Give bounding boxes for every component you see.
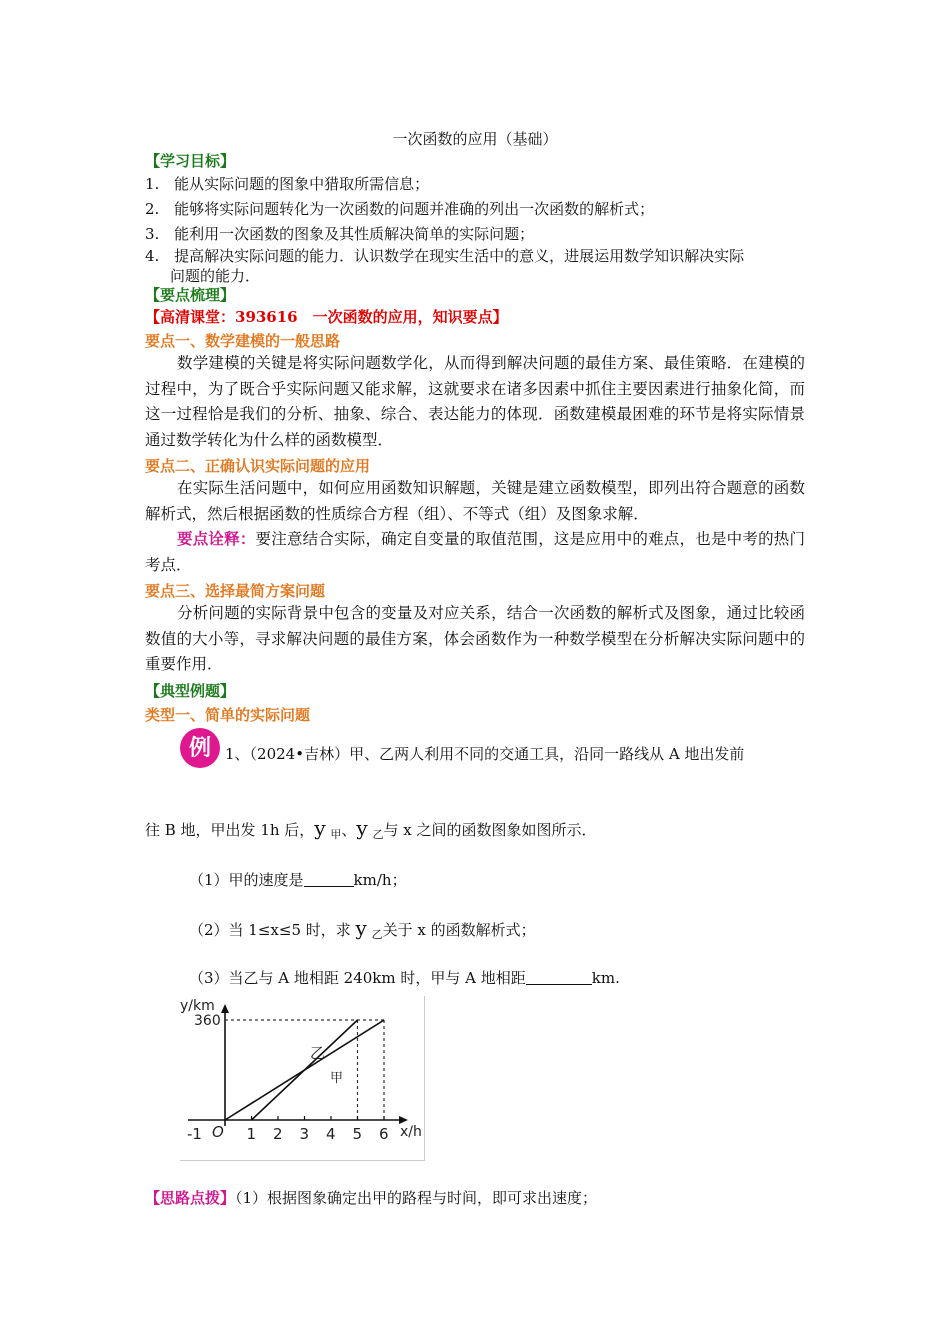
y-symbol: y bbox=[355, 916, 367, 940]
goal-text: 能利用一次函数的图象及其性质解决简单的实际问题； bbox=[174, 225, 535, 243]
note-body: 要注意结合实际，确定自变量的取值范围，这是应用中的难点，也是中考的热门考点． bbox=[145, 530, 805, 574]
note-label: 要点诠释： bbox=[177, 529, 256, 548]
example-line-2: 往 B 地，甲出发 1h 后，y $_甲$、y $_乙$与 x 之间的函数图象如图所示． bbox=[145, 816, 597, 841]
x-tick-label: 5 bbox=[352, 1125, 363, 1143]
point-1-title: 要点一、数学建模的一般思路 bbox=[145, 332, 341, 350]
x-tick-label: 6 bbox=[379, 1125, 389, 1143]
goal-number: 2. bbox=[145, 200, 160, 218]
answer-blank[interactable] bbox=[526, 970, 592, 985]
learning-goals-heading: 【学习目标】 bbox=[145, 152, 236, 170]
goal-number: 3. bbox=[145, 225, 160, 243]
x-tick-label: -1 bbox=[187, 1125, 202, 1143]
x-tick-label: 4 bbox=[326, 1125, 336, 1143]
example-line-1: 1、（2024•吉林）甲、乙两人利用不同的交通工具，沿同一路线从 A 地出发前 bbox=[225, 745, 745, 763]
goal-4-continued: 问题的能力． bbox=[170, 267, 261, 285]
y-axis-label: y/km bbox=[180, 998, 215, 1014]
series-label-yi: 乙 bbox=[310, 1044, 326, 1062]
point-1-body: 数学建模的关键是将实际问题数学化，从而得到解决问题的最佳方案、最佳策略．在建模的过程中，为了既合乎实际问题又能求解，这就要求在诸多因素中抓住主要因素进行抽象化简，而这一过程恰是我们的分析、抽象、综合、表达能力的体现．函数建模最困难的环节是将实际情景通过数学转化为什么样的函数模型． bbox=[145, 354, 805, 449]
x-tick-label: 3 bbox=[299, 1125, 310, 1143]
goal-text: 提高解决实际问题的能力．认识数学在现实生活中的意义，进展运用数学知识解决实际 bbox=[174, 247, 745, 265]
series-label-jia: 甲 bbox=[330, 1071, 344, 1086]
goal-text: 能从实际问题的图象中猎取所需信息； bbox=[174, 175, 430, 193]
examples-heading: 【典型例题】 bbox=[145, 682, 236, 700]
example-badge-icon: 例 bbox=[180, 728, 220, 768]
goal-1 bbox=[145, 172, 429, 197]
point-2-body: 在实际生活问题中，如何应用函数知识解题，关键是建立函数模型，即列出符合题意的函数解析式，然后根据函数的性质综合方程（组）、不等式（组）及图象求解． bbox=[145, 479, 805, 523]
x-axis-label: x/h bbox=[400, 1124, 422, 1140]
note-paragraph bbox=[145, 526, 805, 578]
hd-class-label: 【高清课堂：393616 一次函数的应用，知识要点】 bbox=[145, 308, 508, 326]
key-points-heading: 【要点梳理】 bbox=[145, 286, 236, 304]
subscript-yi: 乙 bbox=[371, 928, 383, 941]
point-3-title: 要点三、选择最简方案问题 bbox=[145, 582, 326, 600]
x-tick-label: 1 bbox=[246, 1125, 257, 1143]
series-line-yi bbox=[252, 1020, 358, 1120]
y-symbol: y bbox=[356, 816, 368, 840]
question-1: （1）甲的速度是 km/h； bbox=[189, 871, 407, 889]
x-axis-arrow bbox=[399, 1116, 408, 1124]
subscript-jia: 甲 bbox=[330, 828, 342, 841]
goal-number: 1. bbox=[145, 175, 160, 193]
type-1-title: 类型一、简单的实际问题 bbox=[145, 706, 311, 724]
y-symbol: y bbox=[314, 816, 326, 840]
y-tick-label: 360 bbox=[194, 1013, 221, 1029]
function-graph-svg bbox=[180, 996, 424, 1160]
answer-blank[interactable] bbox=[304, 872, 354, 887]
goal-number: 4. bbox=[145, 247, 160, 265]
x-tick-label: 2 bbox=[273, 1125, 283, 1143]
document-title: 一次函数的应用（基础） bbox=[392, 130, 558, 148]
hint-line bbox=[145, 1186, 597, 1211]
point-2-title: 要点二、正确认识实际问题的应用 bbox=[145, 457, 371, 475]
subscript-yi: 乙 bbox=[372, 828, 384, 841]
hint-text: （1）根据图象确定出甲的路程与时间，即可求出速度； bbox=[235, 1189, 598, 1207]
y-axis-arrow bbox=[221, 1004, 229, 1013]
point-3-body: 分析问题的实际背景中包含的变量及对应关系，结合一次函数的解析式及图象，通过比较函数值的大小等，寻求解决问题的最佳方案，体会函数作为一种数学模型在分析解决实际问题中的重要作用． bbox=[145, 604, 805, 673]
goal-text: 能够将实际问题转化为一次函数的问题并准确的列出一次函数的解析式； bbox=[174, 200, 655, 218]
hint-label: 【思路点拨】 bbox=[145, 1189, 236, 1207]
question-3: （3）当乙与 A 地相距 240km 时，甲与 A 地相距 km. bbox=[189, 969, 620, 987]
goal-2 bbox=[145, 197, 654, 222]
function-graph bbox=[180, 996, 425, 1161]
origin-label: O bbox=[212, 1123, 224, 1141]
question-2: （2）当 1≤x≤5 时，求 y $_乙$关于 x 的函数解析式； bbox=[189, 916, 536, 941]
